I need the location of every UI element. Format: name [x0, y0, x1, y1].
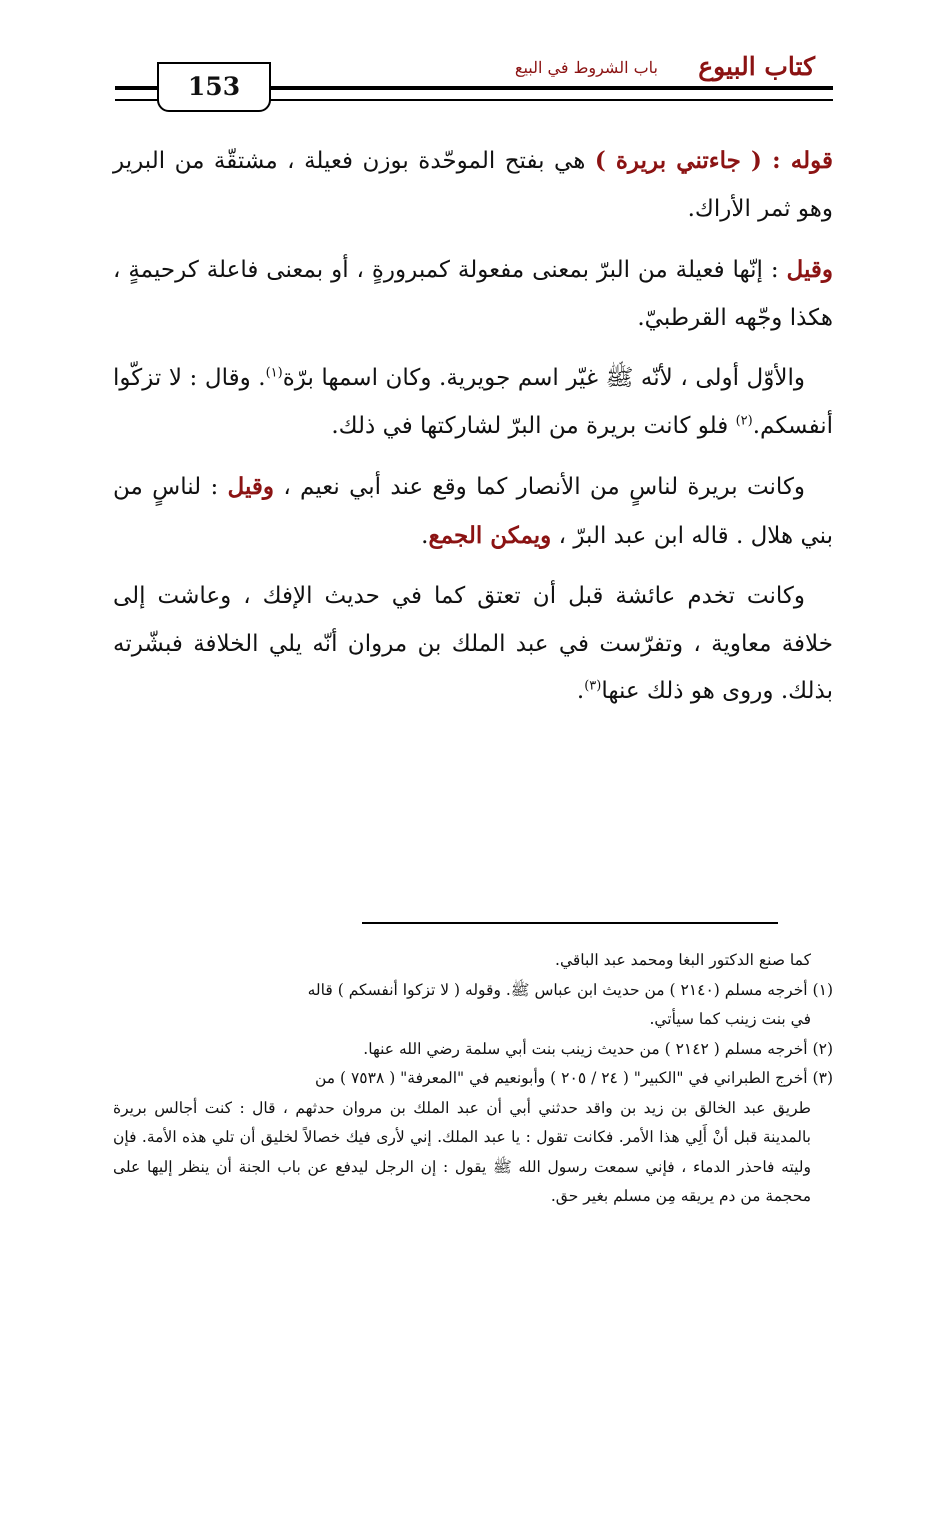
paragraph-text: .: [576, 678, 585, 704]
footnote-2: (٢) أخرجه مسلم ( ٢١٤٢ ) من حديث زينب بنت أبي سلمة رضي الله عنها.: [363, 1039, 833, 1058]
footnote-ref-1[interactable]: (١): [265, 365, 283, 381]
page-header: [115, 52, 833, 112]
footnote-number: (١): [812, 980, 833, 999]
paragraph-text: وكانت تخدم عائشة قبل أن تعتق كما في حديث الإفك ، وعاشت إلى خلافة معاوية ، وتفرّست في عبد الملك بن مروان أنّه يلي الخلافة فبشّرته بذلك. وروى هو ذلك عنها: [113, 583, 833, 704]
paragraph-text: : لناسٍ من بني هلال . قاله ابن عبد البرّ ،: [113, 474, 833, 549]
paragraph-5: [113, 573, 833, 716]
footnote-intro: كما صنع الدكتور البغا ومحمد عبد الباقي.: [555, 951, 811, 969]
quote-lead: قوله : ( جاءتني بريرة ): [594, 147, 833, 174]
paragraph-text: هي بفتح الموحّدة بوزن فعيلة ، مشتقّة من البرير وهو ثمر الأراك.: [113, 148, 833, 222]
conclusion-lead: ويمكن الجمع: [428, 521, 552, 549]
footnote-3: (٣) أخرج الطبراني في "الكبير" ( ٢٤ / ٢٠٥ ) وأبونعيم في "المعرفة" ( ٧٥٣٨ ) من طريق عبد الخالق بن زيد بن واقد حدثني أبي أن عبد الملك بن مروان حدثهم ، قال : كنت أجالس بريرة بالمدينة قبل أنْ أَلِي هذا الأمر. فكانت تقول : يا عبد الملك. إني لأرى فيك خصالاً لخليق أن تلي هذه الأمة. فإن وليته فاحذر الدماء ، فإني سمعت رسول الله ﷺ يقول : إن الرجل ليدفع عن باب الجنة أن ينظر إليها على محجمة من دم يريقه مِن مسلم بغير حق.: [113, 1069, 833, 1205]
footnote-1: (١) أخرجه مسلم (٢١٤٠ ) من حديث ابن عباس ﷺ. وقوله ( لا تزكوا أنفسكم ) قاله في بنت زينب كما سيأتي.: [307, 980, 833, 1028]
paragraph-1: [113, 137, 833, 233]
qila-lead: وقيل: [227, 473, 275, 500]
paragraph-2: [113, 246, 833, 342]
book-title: كتاب البيوع: [698, 52, 815, 81]
chapter-title: باب الشروط في البيع: [514, 58, 658, 77]
paragraph-text: . وقال : لا تزكّوا أنفسكم.: [113, 365, 833, 439]
footnote-separator: [362, 922, 778, 924]
paragraph-text: والأوّل أولى ، لأنّه ﷺ غيّر اسم جويرية. وكان اسمها برّة: [282, 365, 805, 391]
main-text: [113, 137, 833, 729]
paragraph-text: وكانت بريرة لناسٍ من الأنصار كما وقع عند أبي نعيم ،: [274, 474, 806, 500]
footnote-number: (٢): [812, 1039, 833, 1058]
footnote-ref-3[interactable]: (٣): [584, 678, 602, 694]
qila-lead: وقيل: [786, 256, 833, 283]
footnote-number: (٣): [812, 1069, 833, 1087]
paragraph-text: فلو كانت بريرة من البرّ لشاركتها في ذلك.: [331, 412, 736, 439]
page-number: 153: [157, 62, 271, 112]
paragraph-text: .: [421, 522, 429, 549]
paragraph-text: : إنّها فعيلة من البرّ بمعنى مفعولة كمبرورةٍ ، أو بمعنى فاعلة كرحيمةٍ ، هكذا وجّهه القرطبيّ.: [113, 257, 833, 331]
footnotes: [113, 946, 833, 1212]
paragraph-3: [113, 355, 833, 450]
footnote-ref-2[interactable]: (٢): [735, 412, 753, 428]
paragraph-4: [113, 463, 833, 560]
